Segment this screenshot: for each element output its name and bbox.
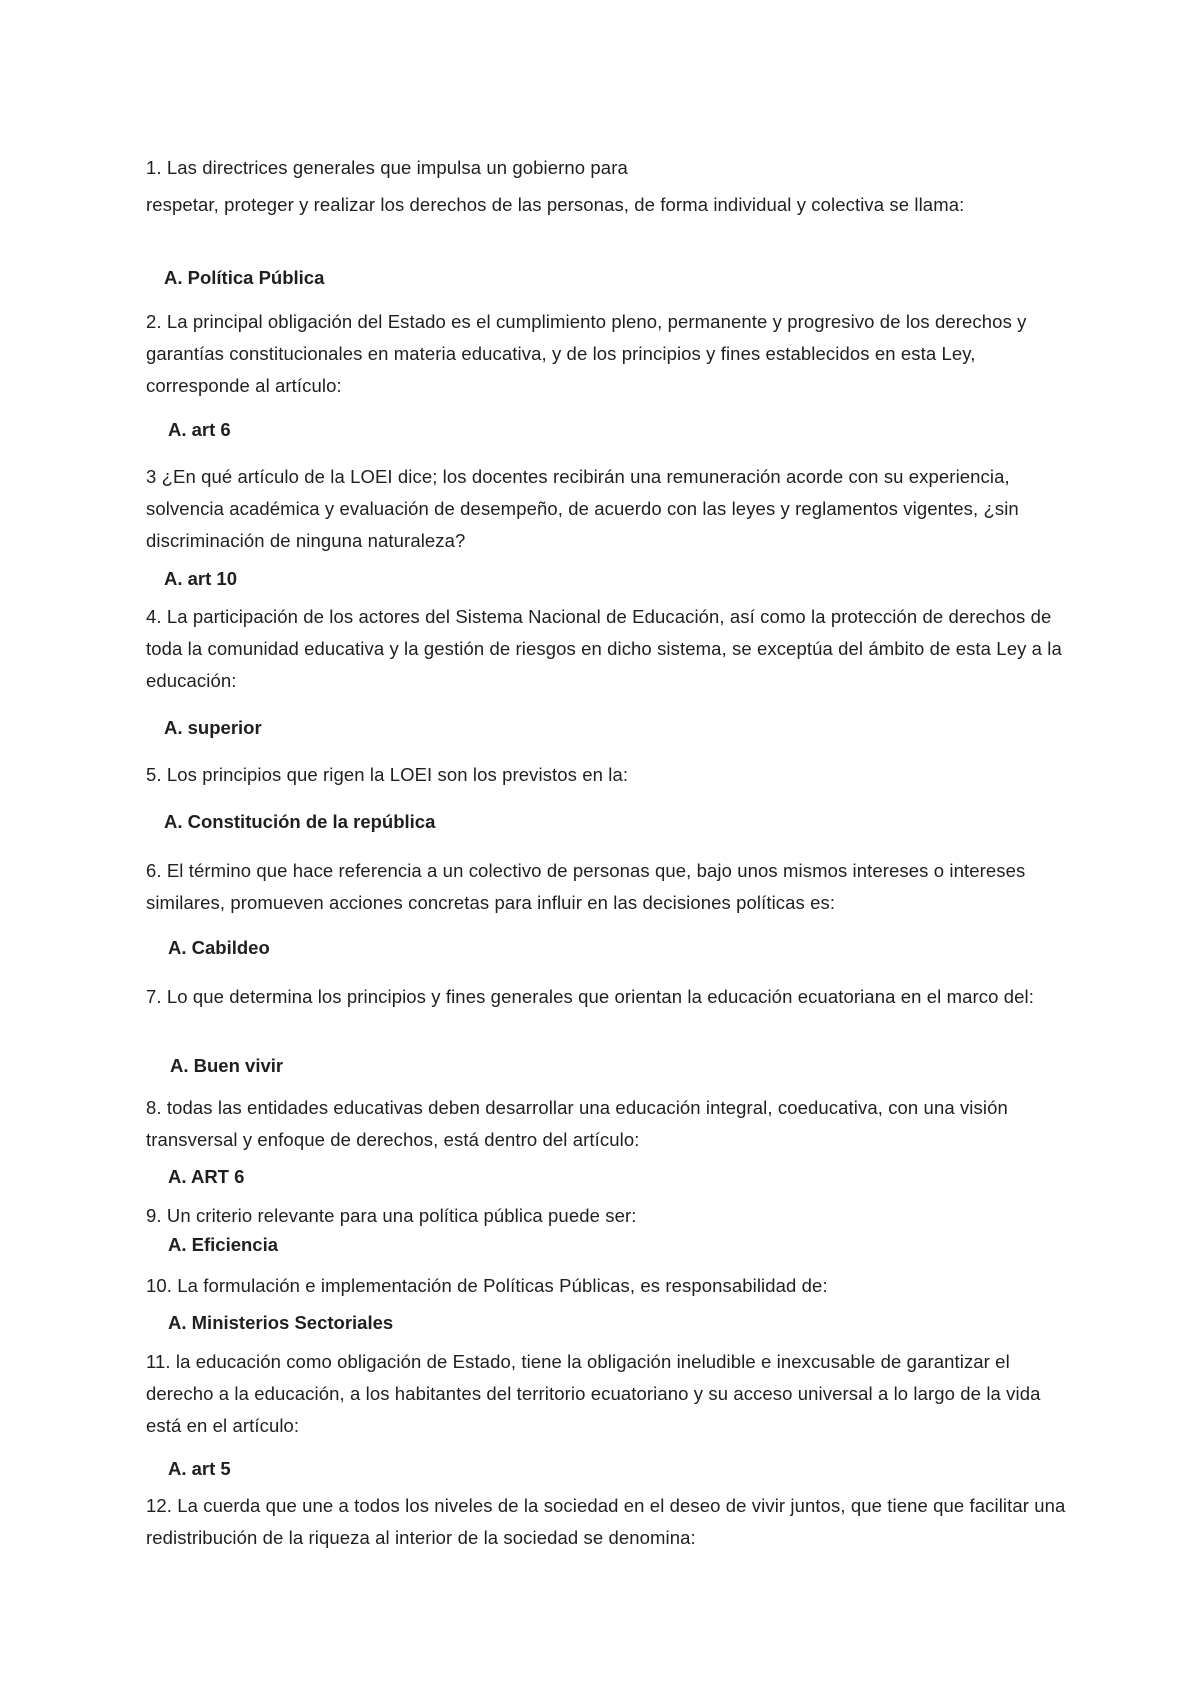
- answer-5: A. Constitución de la república: [164, 811, 436, 832]
- question-text: 9. Un criterio relevante para una política pública puede ser:: [146, 1205, 637, 1226]
- question-3: [146, 461, 1076, 557]
- question-11: [146, 1346, 1076, 1442]
- question-text: 7. Lo que determina los principios y fines generales que orientan la educación ecuatoriana en el marco del:: [146, 986, 1034, 1007]
- answer-10: A. Ministerios Sectoriales: [168, 1312, 394, 1333]
- question-text: 5. Los principios que rigen la LOEI son los previstos en la:: [146, 764, 629, 785]
- question-6: [146, 855, 1076, 919]
- question-text: 6. El término que hace referencia a un colectivo de personas que, bajo unos mismos intereses o intereses similares, promueven acciones concretas para influir en las decisiones políticas es:: [146, 860, 1026, 913]
- question-1: [146, 152, 1076, 221]
- question-text: 3 ¿En qué artículo de la LOEI dice; los docentes recibirán una remuneración acorde con su experiencia, solvencia académica y evaluación de desempeño, de acuerdo con las leyes y reglamentos vigentes, ¿sin discriminación de ninguna naturaleza?: [146, 466, 1019, 551]
- question-text: 2. La principal obligación del Estado es el cumplimiento pleno, permanente y progresivo de los derechos y garantías constitucionales en materia educativa, y de los principios y fines establecidos en esta Ley, corresponde al artículo:: [146, 311, 1027, 396]
- answer-11: A. art 5: [168, 1458, 231, 1479]
- question-text: 11. la educación como obligación de Estado, tiene la obligación ineludible e inexcusable de garantizar el derecho a la educación, a los habitantes del territorio ecuatoriano y su acceso universal a lo largo de la vida está en el artículo:: [146, 1351, 1041, 1436]
- answer-4: A. superior: [164, 717, 262, 738]
- question-text: 4. La participación de los actores del Sistema Nacional de Educación, así como la protección de derechos de toda la comunidad educativa y la gestión de riesgos en dicho sistema, se exceptúa del ámbito de esta Ley a la educación:: [146, 606, 1062, 691]
- answer-1: A. Política Pública: [164, 267, 325, 288]
- answer-8: A. ART 6: [168, 1166, 245, 1187]
- question-text: 12. La cuerda que une a todos los niveles de la sociedad en el deseo de vivir juntos, que tiene que facilitar una redistribución de la riqueza al interior de la sociedad se denomina:: [146, 1495, 1066, 1548]
- question-12: [146, 1490, 1076, 1554]
- question-10: [146, 1270, 1076, 1302]
- answer-3: A. art 10: [164, 568, 238, 589]
- question-text: 1. Las directrices generales que impulsa un gobierno para: [146, 157, 628, 178]
- question-2: [146, 306, 1076, 402]
- question-text: 8. todas las entidades educativas deben desarrollar una educación integral, coeducativa, con una visión transversal y enfoque de derechos, está dentro del artículo:: [146, 1097, 1008, 1150]
- question-4: [146, 601, 1076, 697]
- question-7: [146, 981, 1076, 1013]
- question-8: [146, 1092, 1076, 1156]
- question-5: [146, 759, 1076, 791]
- answer-2: A. art 6: [168, 419, 231, 440]
- question-9: [146, 1200, 1076, 1232]
- question-text: respetar, proteger y realizar los derechos de las personas, de forma individual y colectiva se llama:: [146, 194, 965, 215]
- answer-9: A. Eficiencia: [168, 1234, 279, 1255]
- answer-7: A. Buen vivir: [170, 1055, 284, 1076]
- question-text: 10. La formulación e implementación de Políticas Públicas, es responsabilidad de:: [146, 1275, 828, 1296]
- answer-6: A. Cabildeo: [168, 937, 270, 958]
